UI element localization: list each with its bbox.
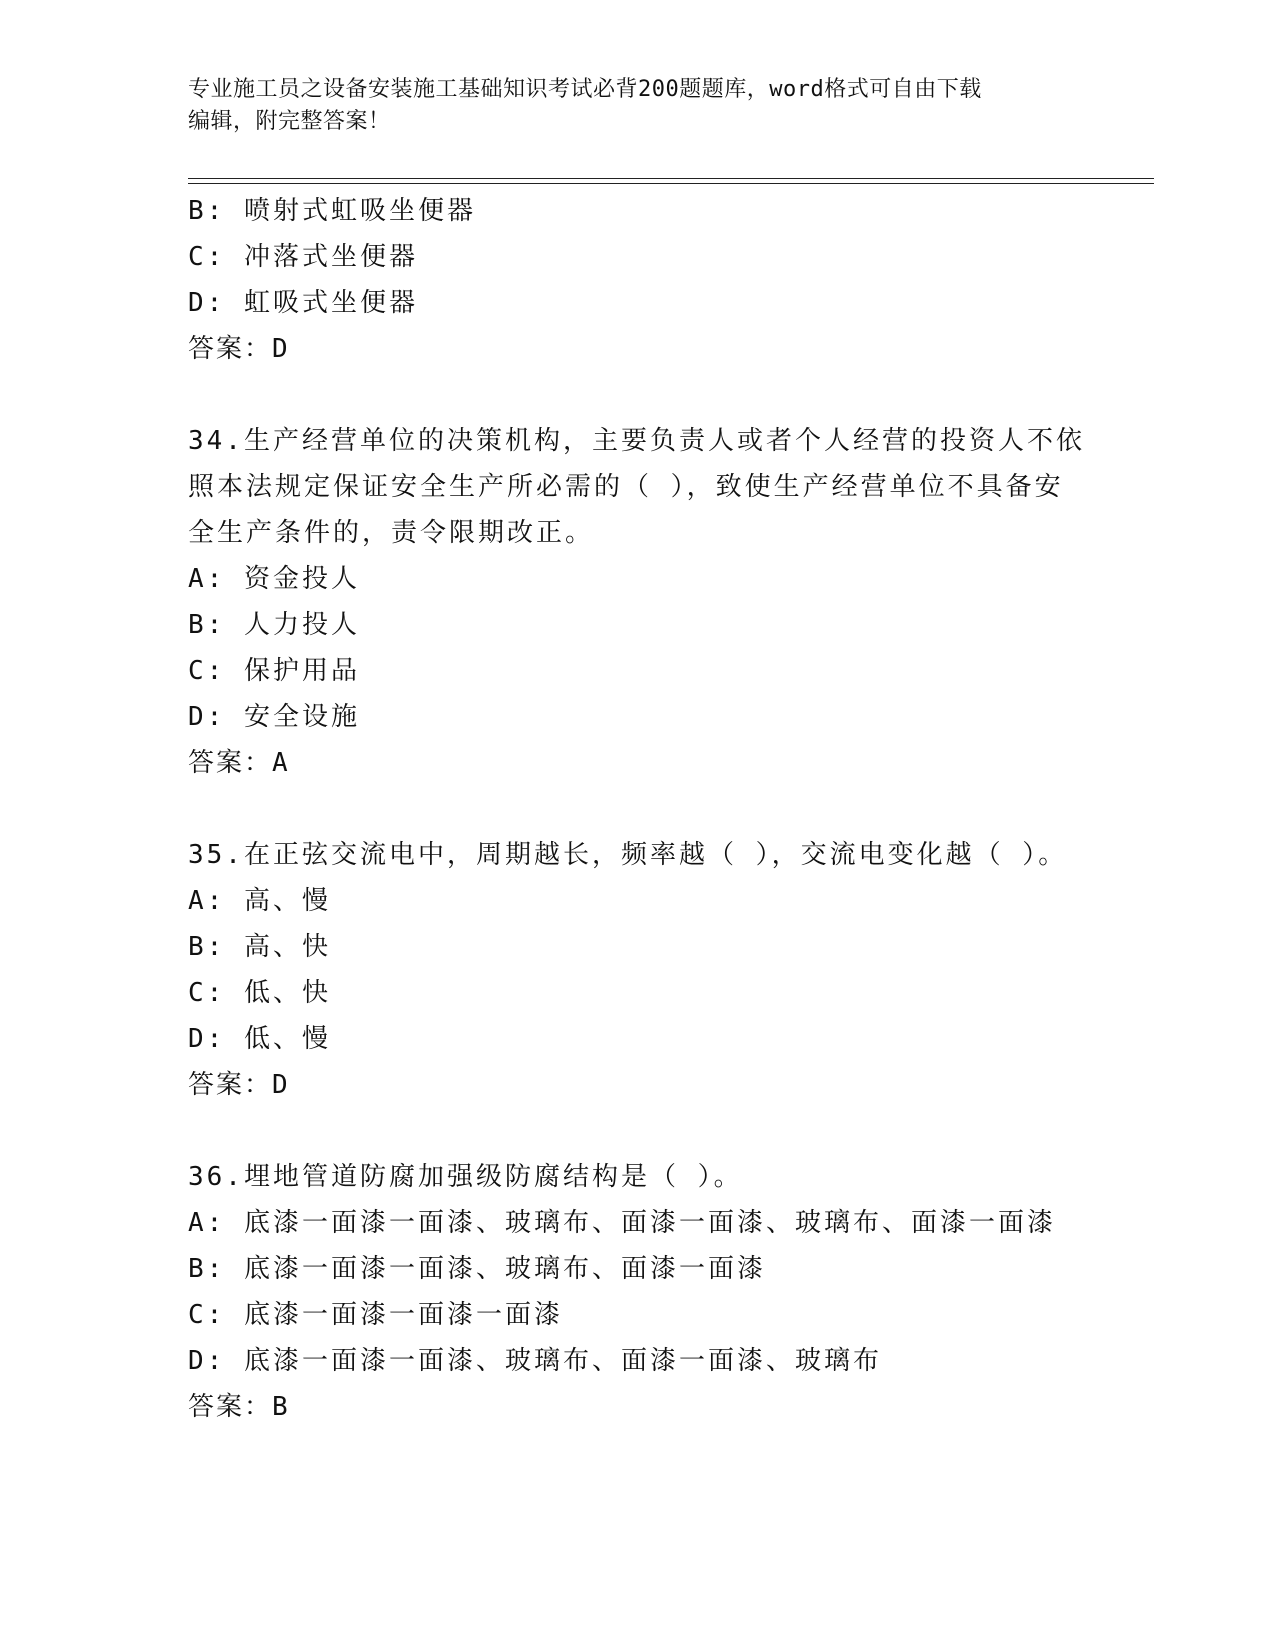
answer-label: 答案： [188, 1392, 273, 1422]
answer-value: D [272, 334, 291, 364]
option-b: B: 喷射式虹吸坐便器 [188, 196, 476, 226]
question-text-line: 全生产条件的，责令限期改正。 [188, 518, 595, 548]
question-text-line: 35.在正弦交流电中，周期越长，频率越（ ），交流电变化越（ ）。 [188, 840, 1068, 870]
answer-value: B [272, 1392, 291, 1422]
answer-value: D [272, 1070, 291, 1100]
option-d: D: 低、慢 [188, 1024, 331, 1054]
option-b: B: 人力投人 [188, 610, 360, 640]
answer-label: 答案： [188, 1070, 273, 1100]
option-c: C: 冲落式坐便器 [188, 242, 418, 272]
question-text-line: 34.生产经营单位的决策机构，主要负责人或者个人经营的投资人不依 [188, 426, 1085, 456]
option-d: D: 底漆一面漆一面漆、玻璃布、面漆一面漆、玻璃布 [188, 1346, 882, 1376]
answer-line [188, 326, 1088, 372]
option-c: C: 底漆一面漆一面漆一面漆 [188, 1300, 563, 1330]
option-a: A: 资金投人 [188, 564, 360, 594]
answer-line [188, 1384, 1088, 1430]
option-b: B: 高、快 [188, 932, 331, 962]
answer-value: A [272, 748, 291, 778]
option-b: B: 底漆一面漆一面漆、玻璃布、面漆一面漆 [188, 1254, 766, 1284]
question-text-line: 36.埋地管道防腐加强级防腐结构是（ ）。 [188, 1162, 743, 1192]
option-c: C: 保护用品 [188, 656, 360, 686]
question-33-tail [188, 188, 1088, 372]
header-rule-thick [188, 178, 1154, 179]
answer-line [188, 1062, 1088, 1108]
page-header [188, 74, 1078, 138]
question-34 [188, 418, 1088, 786]
option-a: A: 高、慢 [188, 886, 331, 916]
option-a: A: 底漆一面漆一面漆、玻璃布、面漆一面漆、玻璃布、面漆一面漆 [188, 1208, 1056, 1238]
header-rule-thin [188, 183, 1154, 184]
option-c: C: 低、快 [188, 978, 331, 1008]
header-title-line-1: 专业施工员之设备安装施工基础知识考试必背200题题库，word格式可自由下载 [188, 77, 982, 102]
answer-line [188, 740, 1088, 786]
question-text-line: 照本法规定保证安全生产所必需的（ ），致使生产经营单位不具备安 [188, 472, 1064, 502]
header-title-line-2: 编辑，附完整答案！ [188, 109, 391, 134]
option-d: D: 虹吸式坐便器 [188, 288, 418, 318]
answer-label: 答案： [188, 334, 273, 364]
question-35 [188, 832, 1088, 1108]
question-36 [188, 1154, 1088, 1430]
question-content [188, 188, 1088, 1430]
option-d: D: 安全设施 [188, 702, 360, 732]
answer-label: 答案： [188, 748, 273, 778]
